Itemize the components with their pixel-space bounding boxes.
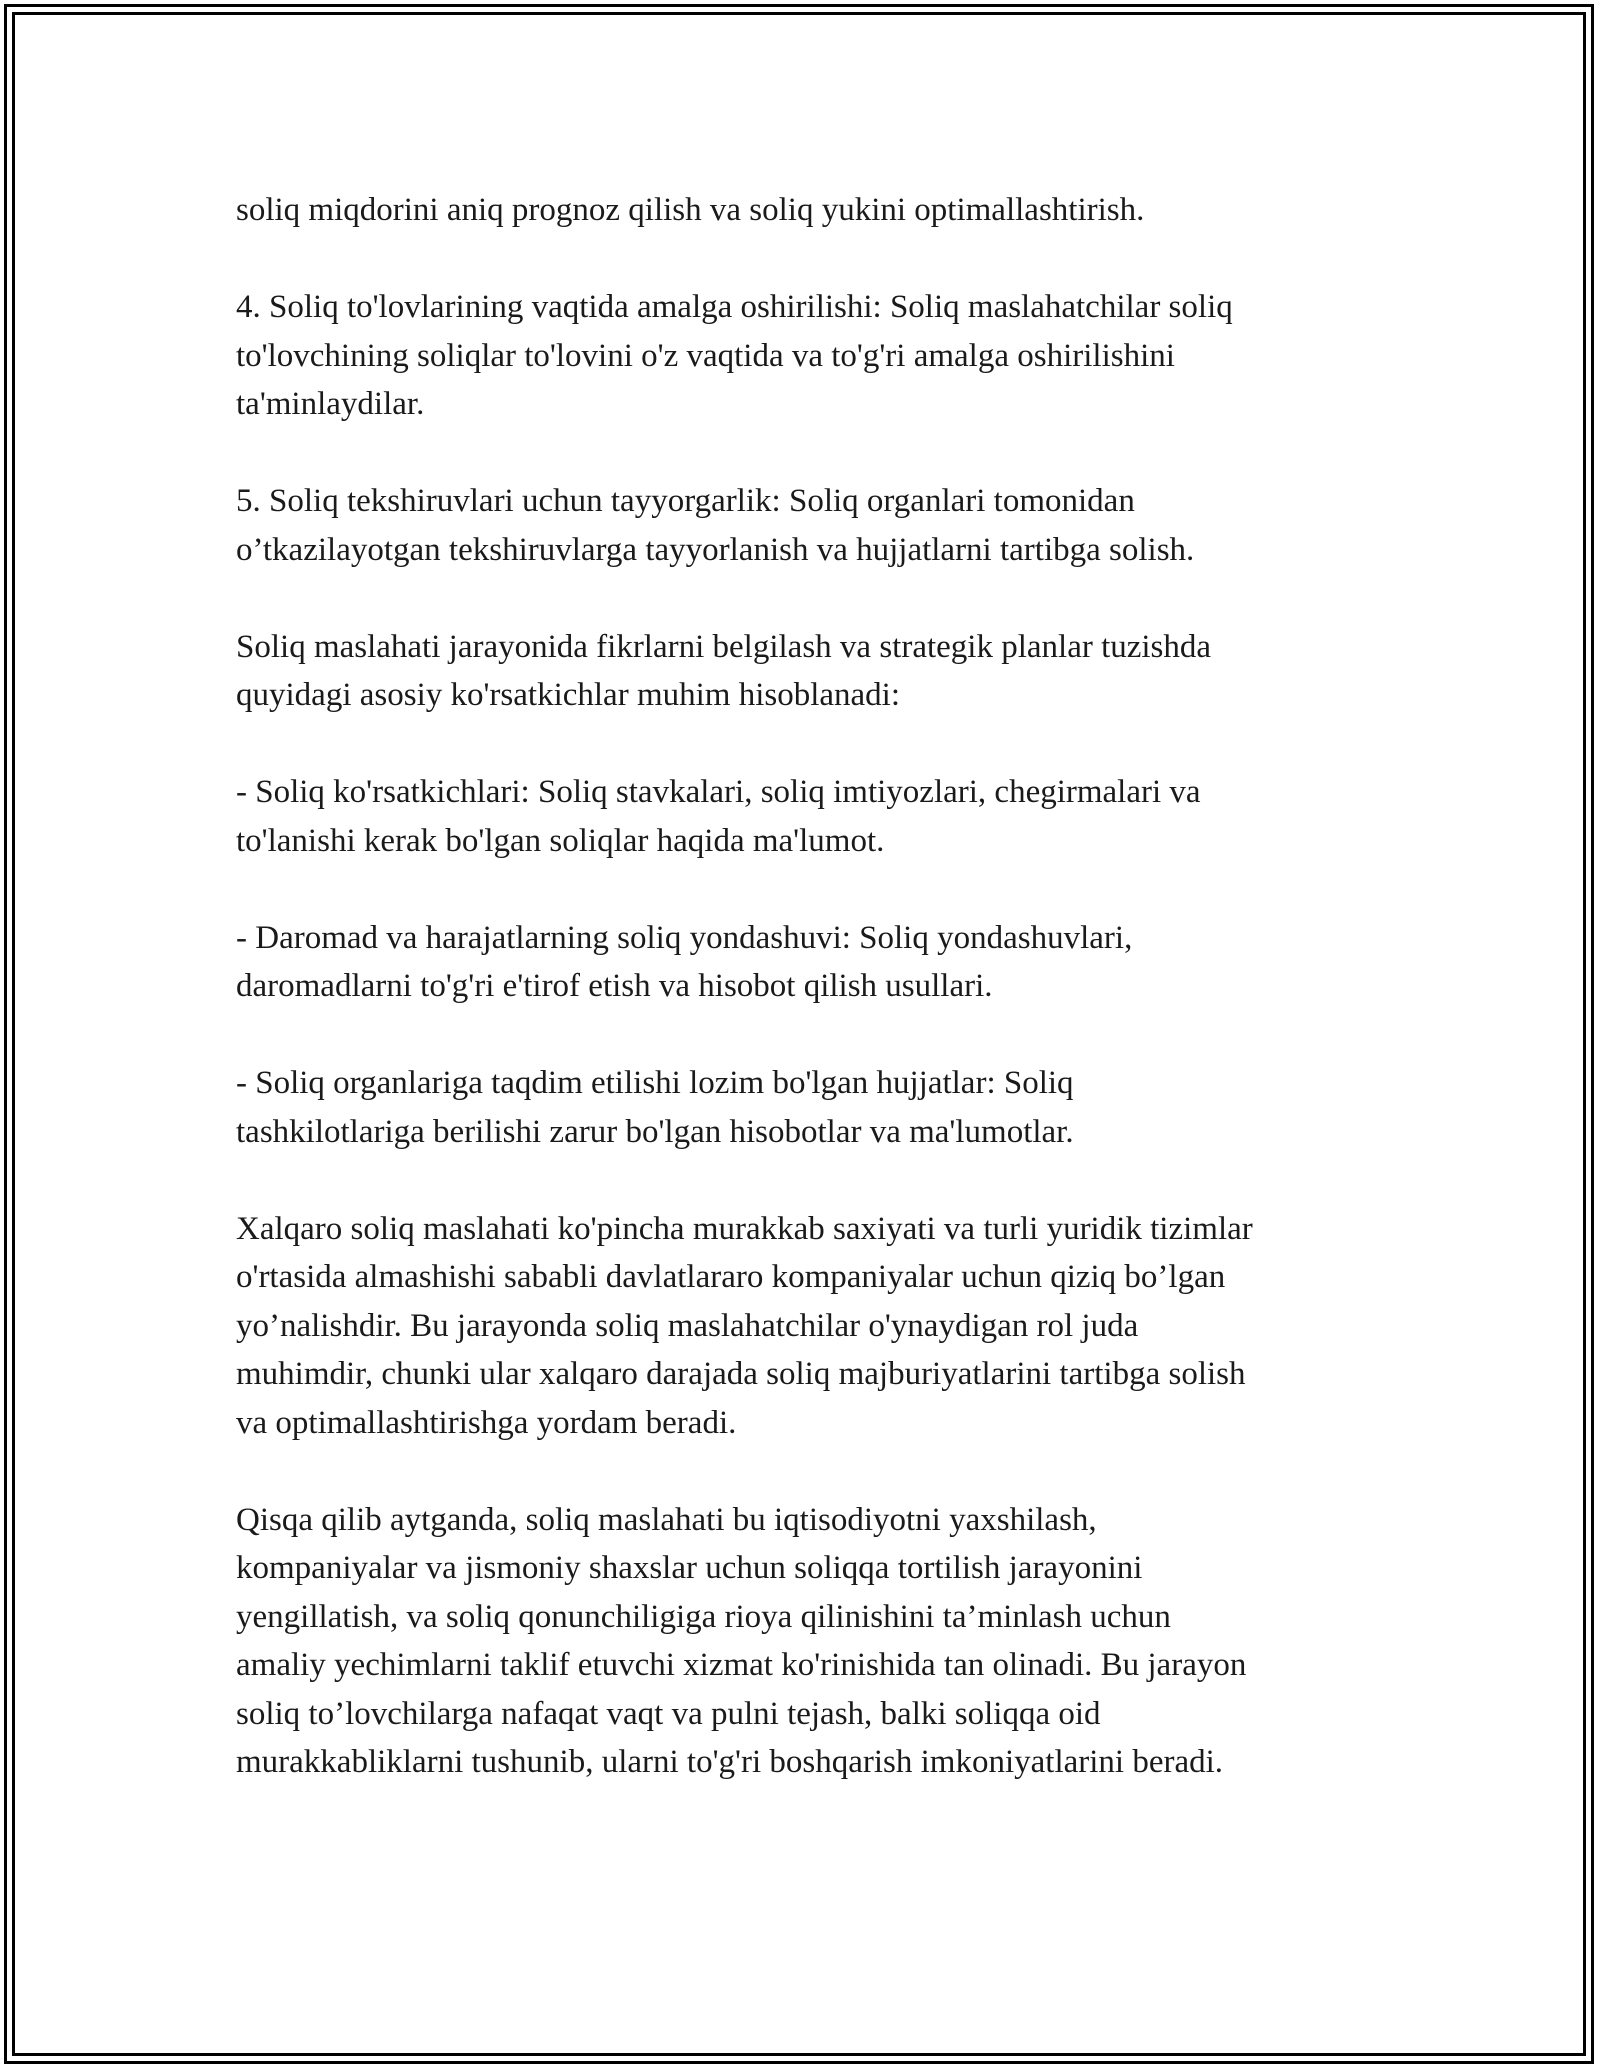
paragraph-required-documents: - Soliq organlariga taqdim etilishi lozim bo'lgan hujjatlar: Soliq tashkilotlariga berilishi zarur bo'lgan hisobotlar va ma'lumotlar. bbox=[236, 1065, 1074, 1150]
paragraph-timely-payments: 4. Soliq to'lovlarining vaqtida amalga oshirilishi: Soliq maslahatchilar soliq to'lovchining soliqlar to'lovini o'z vaqtida va to'g'ri amalga oshirilishini ta'minlaydilar. bbox=[236, 289, 1233, 422]
paragraph-conclusion: Qisqa qilib aytganda, soliq maslahati bu iqtisodiyotni yaxshilash, kompaniyalar va jismoniy shaxslar uchun soliqqa tortilish jarayonini yengillatish, va soliq qonunchiligiga rioya qilinishini ta’minlash uchun amaliy yechimlarni taklif etuvchi xizmat ko'rinishida tan olinadi. Bu jarayon soliq to’lovchilarga nafaqat vaqt va pulni tejash, balki soliqqa oid murakkabliklarni tushunib, ularni to'g'ri boshqarish imkoniyatlarini beradi. bbox=[236, 1501, 1247, 1780]
paragraph-income-expenses: - Daromad va harajatlarning soliq yondashuvi: Soliq yondashuvlari, daromadlarni to'g'ri e'tirof etish va hisobot qilish usullari. bbox=[236, 919, 1133, 1004]
paragraph-audit-preparation: 5. Soliq tekshiruvlari uchun tayyorgarlik: Soliq organlari tomonidan o’tkazilayotgan tekshiruvlarga tayyorlanish va hujjatlarni tartibga solish. bbox=[236, 483, 1195, 568]
document-body bbox=[236, 186, 1386, 1835]
paragraph-tax-forecast: soliq miqdorini aniq prognoz qilish va soliq yukini optimallashtirish. bbox=[236, 192, 1145, 228]
paragraph-tax-indicators: - Soliq ko'rsatkichlari: Soliq stavkalari, soliq imtiyozlari, chegirmalari va to'lanishi kerak bo'lgan soliqlar haqida ma'lumot. bbox=[236, 774, 1201, 859]
paragraph-international-tax: Xalqaro soliq maslahati ko'pincha murakkab saxiyati va turli yuridik tizimlar o'rtasida almashishi sababli davlatlararo kompaniyalar uchun qiziq bo’lgan yo’nalishdir. Bu jarayonda soliq maslahatchilar o'ynaydigan rol juda muhimdir, chunki ular xalqaro darajada soliq majburiyatlarini tartibga solish va optimallashtirishga yordam beradi. bbox=[236, 1210, 1253, 1441]
paragraph-key-indicators-intro: Soliq maslahati jarayonida fikrlarni belgilash va strategik planlar tuzishda quyidagi asosiy ko'rsatkichlar muhim hisoblanadi: bbox=[236, 628, 1212, 713]
